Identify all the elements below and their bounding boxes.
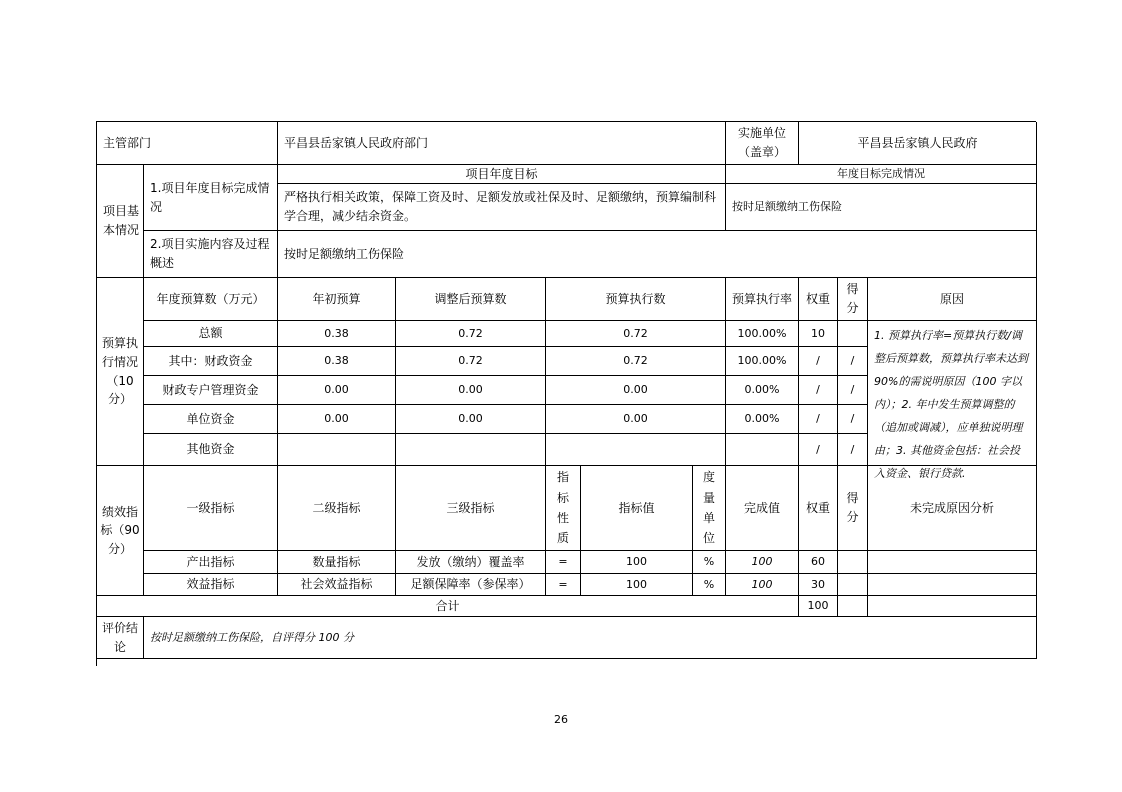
budget-row-name: 其他资金 xyxy=(144,434,278,466)
budget-header-weight: 权重 xyxy=(799,278,838,321)
budget-row-executed: 0.00 xyxy=(546,405,726,434)
perf-section-label: 绩效指标（90分） xyxy=(97,466,144,596)
budget-row-adjusted: 0.72 xyxy=(396,321,546,347)
perf-row-l2: 数量指标 xyxy=(278,551,396,574)
budget-header-reason: 原因 xyxy=(868,278,1037,321)
budget-row-rate: 100.00% xyxy=(726,321,799,347)
unit-label: 实施单位（盖章） xyxy=(726,122,799,165)
perf-row-done: 100 xyxy=(726,551,799,574)
budget-row-initial: 0.00 xyxy=(278,376,396,405)
budget-row-weight: 10 xyxy=(799,321,838,347)
budget-row-rate: 0.00% xyxy=(726,405,799,434)
perf-header-value: 指标值 xyxy=(581,466,693,551)
budget-row-weight: / xyxy=(799,347,838,376)
budget-row-weight: / xyxy=(799,434,838,466)
dept-label: 主管部门 xyxy=(97,122,278,165)
perf-header-done: 完成值 xyxy=(726,466,799,551)
budget-row-adjusted: 0.72 xyxy=(396,347,546,376)
perf-row-weight: 60 xyxy=(799,551,838,574)
budget-row-name: 其中：财政资金 xyxy=(144,347,278,376)
budget-row-executed: 0.72 xyxy=(546,321,726,347)
budget-row-name: 单位资金 xyxy=(144,405,278,434)
budget-row-executed: 0.00 xyxy=(546,376,726,405)
budget-row-adjusted xyxy=(396,434,546,466)
perf-header-level2: 二级指标 xyxy=(278,466,396,551)
budget-row-initial: 0.38 xyxy=(278,347,396,376)
process-label: 2.项目实施内容及过程概述 xyxy=(144,231,278,278)
perf-row-l3: 发放（缴纳）覆盖率 xyxy=(396,551,546,574)
budget-header-adjusted: 调整后预算数 xyxy=(396,278,546,321)
perf-row-unit: % xyxy=(693,551,726,574)
perf-row-reason xyxy=(868,574,1037,596)
dept-value: 平昌县岳家镇人民政府部门 xyxy=(278,122,726,165)
budget-row-score: / xyxy=(838,405,868,434)
perf-row-l1: 产出指标 xyxy=(144,551,278,574)
perf-row-score xyxy=(838,551,868,574)
perf-row-value: 100 xyxy=(581,551,693,574)
perf-row-l1: 效益指标 xyxy=(144,574,278,596)
budget-row-rate: 0.00% xyxy=(726,376,799,405)
budget-reason-note: 1. 预算执行率=预算执行数/调整后预算数，预算执行率未达到 90%的需说明原因（100 字以内）；2. 年中发生预算调整的（追加或调减），应单独说明理由；3. 其他资金包括：社会投入资金、银行贷款. xyxy=(868,321,1037,466)
budget-header-score: 得分 xyxy=(838,278,868,321)
goal-text: 严格执行相关政策，保障工资及时、足额发放或社保及时、足额缴纳，预算编制科学合理，减少结余资金。 xyxy=(278,184,726,231)
budget-section-label: 预算执行情况（10分） xyxy=(97,278,144,466)
perf-row-l3: 足额保障率（参保率） xyxy=(396,574,546,596)
budget-row-score xyxy=(838,321,868,347)
budget-row-rate: 100.00% xyxy=(726,347,799,376)
total-score xyxy=(838,596,868,617)
total-reason xyxy=(868,596,1037,617)
budget-row-weight: / xyxy=(799,405,838,434)
budget-header-initial: 年初预算 xyxy=(278,278,396,321)
budget-header-annual: 年度预算数（万元） xyxy=(144,278,278,321)
budget-row-adjusted: 0.00 xyxy=(396,405,546,434)
perf-row-reason xyxy=(868,551,1037,574)
basic-section-label: 项目基本情况 xyxy=(97,165,144,278)
budget-row-executed xyxy=(546,434,726,466)
perf-header-unit: 度量单位 xyxy=(693,466,726,551)
total-label: 合计 xyxy=(97,596,799,617)
completion-text: 按时足额缴纳工伤保险 xyxy=(726,184,1037,231)
process-text: 按时足额缴纳工伤保险 xyxy=(278,231,1037,278)
budget-row-adjusted: 0.00 xyxy=(396,376,546,405)
page-number: 26 xyxy=(554,713,568,726)
perf-row-l2: 社会效益指标 xyxy=(278,574,396,596)
perf-header-level1: 一级指标 xyxy=(144,466,278,551)
perf-header-reason: 未完成原因分析 xyxy=(868,466,1037,551)
perf-header-nature: 指标性质 xyxy=(546,466,581,551)
perf-row-value: 100 xyxy=(581,574,693,596)
budget-row-score: / xyxy=(838,376,868,405)
perf-row-done: 100 xyxy=(726,574,799,596)
completion-column-header: 年度目标完成情况 xyxy=(726,165,1037,184)
perf-row-score xyxy=(838,574,868,596)
budget-header-rate: 预算执行率 xyxy=(726,278,799,321)
budget-row-initial xyxy=(278,434,396,466)
unit-value: 平昌县岳家镇人民政府 xyxy=(799,122,1037,165)
budget-header-executed: 预算执行数 xyxy=(546,278,726,321)
total-weight: 100 xyxy=(799,596,838,617)
perf-row-nature: = xyxy=(546,574,581,596)
budget-row-name: 总额 xyxy=(144,321,278,347)
budget-row-name: 财政专户管理资金 xyxy=(144,376,278,405)
perf-header-level3: 三级指标 xyxy=(396,466,546,551)
budget-row-executed: 0.72 xyxy=(546,347,726,376)
perf-header-weight: 权重 xyxy=(799,466,838,551)
evaluation-table xyxy=(96,121,1036,666)
perf-header-score: 得分 xyxy=(838,466,868,551)
budget-row-initial: 0.00 xyxy=(278,405,396,434)
budget-row-weight: / xyxy=(799,376,838,405)
budget-row-score: / xyxy=(838,434,868,466)
budget-row-score: / xyxy=(838,347,868,376)
goal-column-header: 项目年度目标 xyxy=(278,165,726,184)
conclusion-label: 评价结论 xyxy=(97,617,144,659)
budget-row-initial: 0.38 xyxy=(278,321,396,347)
perf-row-nature: = xyxy=(546,551,581,574)
perf-row-unit: % xyxy=(693,574,726,596)
conclusion-text: 按时足额缴纳工伤保险，自评得分 100 分 xyxy=(144,617,1037,659)
goal-label: 1.项目年度目标完成情况 xyxy=(144,165,278,231)
budget-row-rate xyxy=(726,434,799,466)
perf-row-weight: 30 xyxy=(799,574,838,596)
